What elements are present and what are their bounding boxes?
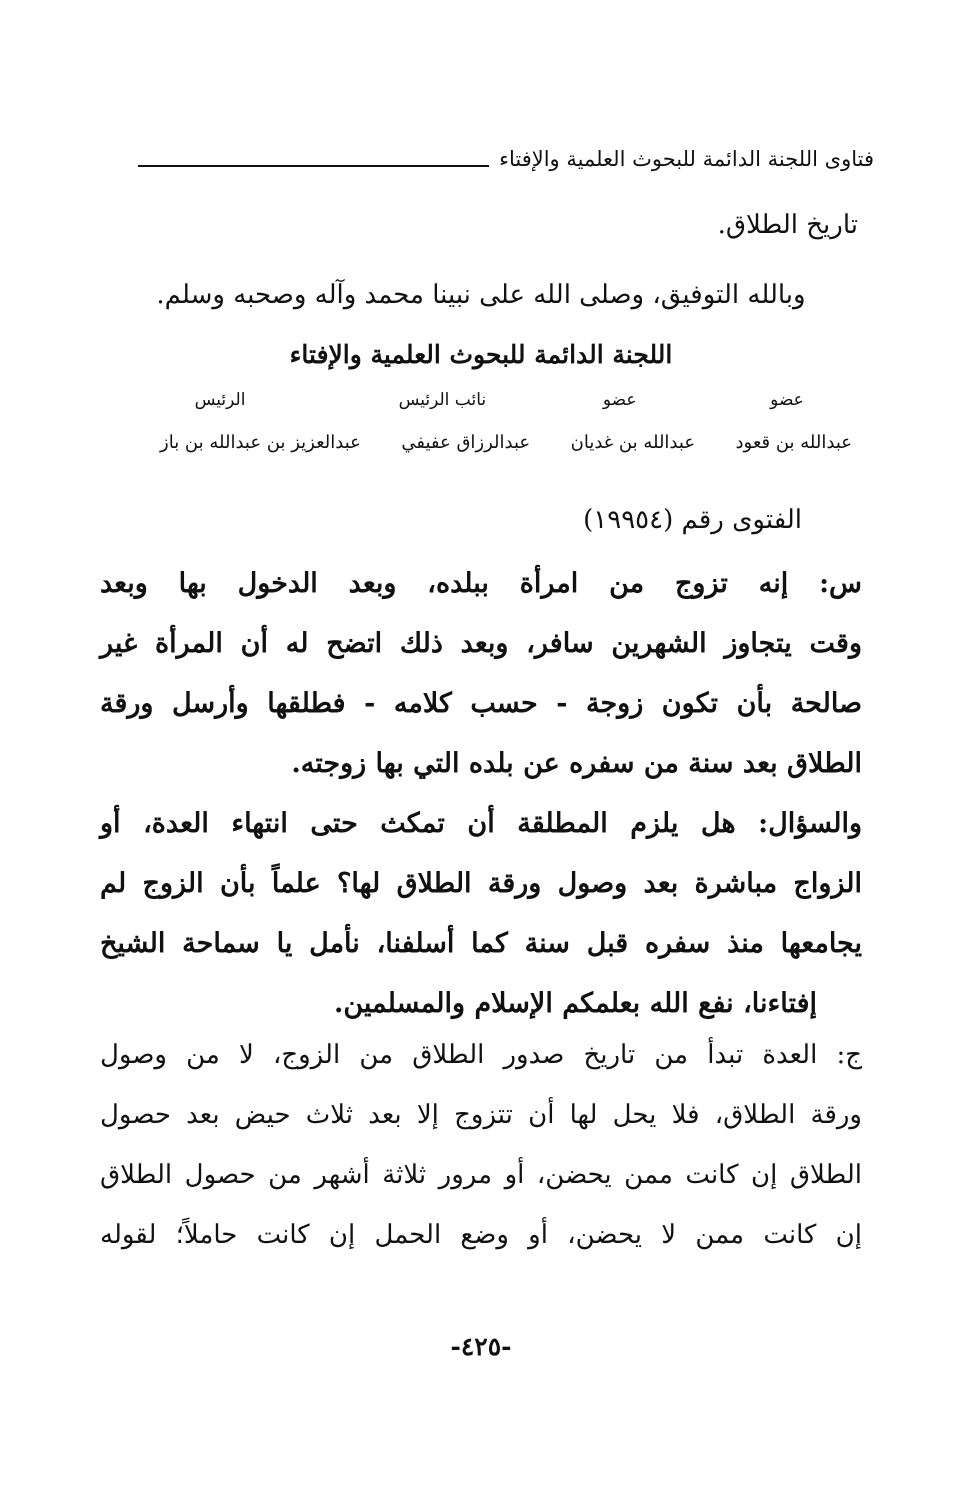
question-line: الطلاق بعد سنة من سفره عن بلده التي بها زوجته. [291,748,862,779]
signature-role: عضو [770,390,804,410]
fatwa-number: الفتوى رقم (١٩٩٥٤) [583,505,802,535]
signature-names [160,432,852,453]
question-line: إفتاءنا، نفع الله بعلمكم الإسلام والمسلمين. [333,988,817,1019]
question-line: س: إنه تزوج من امرأة ببلده، وبعد الدخول بها وبعد [100,568,862,599]
answer-line: ج: العدة تبدأ من تاريخ صدور الطلاق من الزوج، لا من وصول [100,1040,862,1070]
question-line: وقت يتجاوز الشهرين سافر، وبعد ذلك اتضح له أن المرأة غير [100,628,862,659]
answer-line: الطلاق إن كانت ممن يحضن، أو مرور ثلاثة أشهر من حصول الطلاق [100,1160,863,1190]
signature-name: عبدالله بن قعود [735,432,852,453]
question-line: صالحة بأن تكون زوجة - حسب كلامه - فطلقها وأرسل ورقة [100,688,862,719]
question-line: الزواج مباشرة بعد وصول ورقة الطلاق لها؟ علماً بأن الزوج لم [100,868,862,899]
closing-formula: وبالله التوفيق، وصلى الله على نبينا محمد وآله وصحبه وسلم. [156,280,806,310]
signature-name: عبدالله بن غديان [570,432,696,453]
running-title: فتاوى اللجنة الدائمة للبحوث العلمية والإفتاء [499,147,874,171]
committee-title: اللجنة الدائمة للبحوث العلمية والإفتاء [289,340,673,369]
signature-role: الرئيس [194,390,246,410]
signature-name: عبدالرزاق عفيفي [401,432,531,453]
question-line: والسؤال: هل يلزم المطلقة أن تمكث حتى انتهاء العدة، أو [100,808,862,839]
signature-name: عبدالعزيز بن عبدالله بن باز [160,432,361,453]
running-header [138,142,874,176]
answer-line: ورقة الطلاق، فلا يحل لها أن تتزوج إلا بعد ثلاث حيض بعد حصول [100,1100,862,1130]
header-rule [138,165,489,167]
answer-line: إن كانت ممن لا يحضن، أو وضع الحمل إن كانت حاملاً؛ لقوله [100,1220,862,1250]
page-number: -٤٢٥- [450,1332,512,1361]
signature-role: عضو [602,390,637,410]
signature-role: نائب الرئيس [398,390,487,410]
question-line: يجامعها منذ سفره قبل سنة كما أسلفنا، نأمل يا سماحة الشيخ [100,928,862,959]
previous-fatwa-line: تاريخ الطلاق. [717,210,858,240]
signature-roles [110,390,852,410]
